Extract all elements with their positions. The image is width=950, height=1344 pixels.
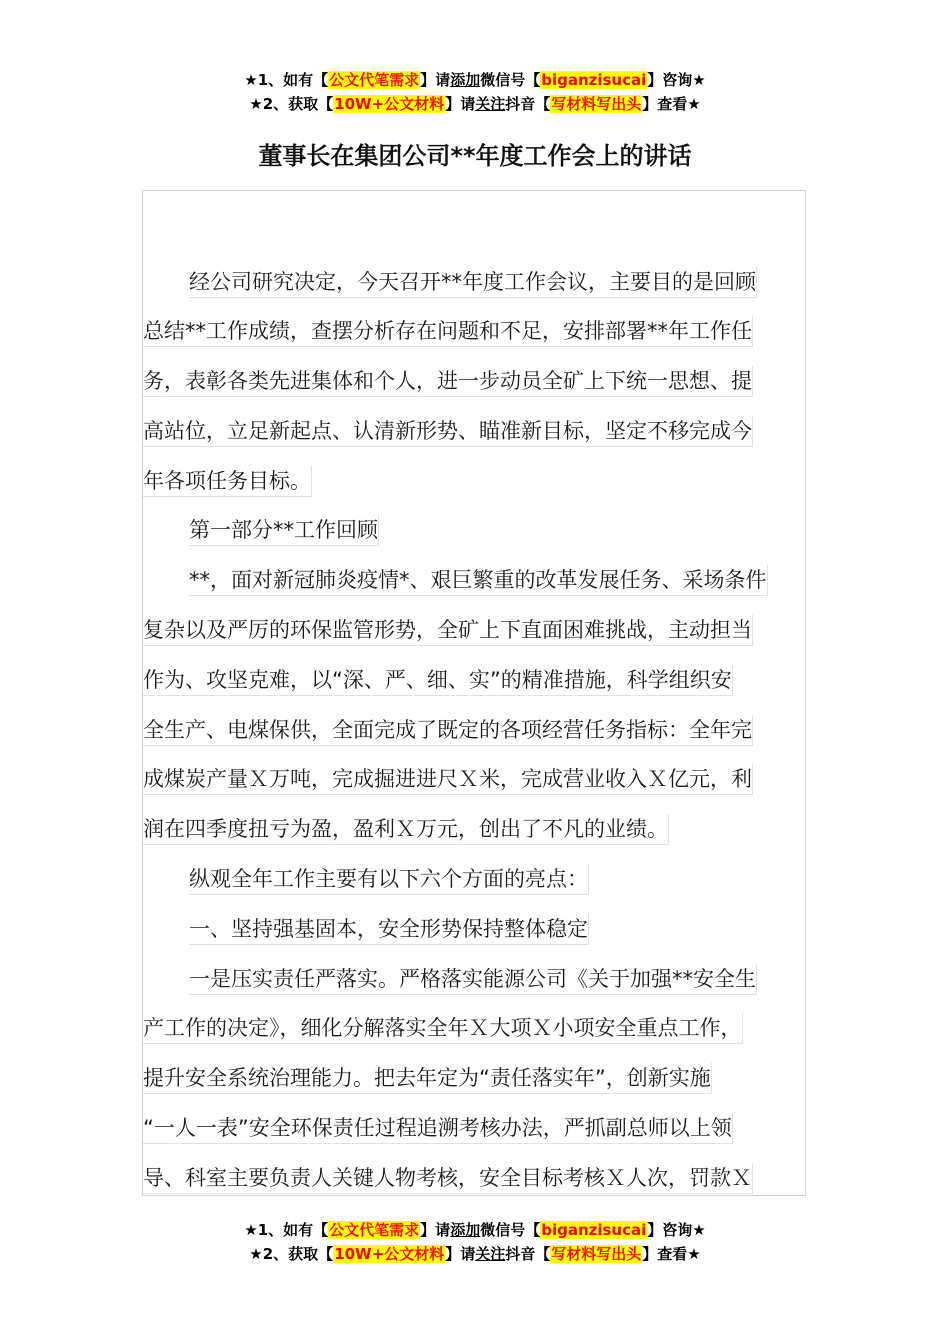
body-line (143, 1004, 806, 1054)
promo-header (0, 68, 950, 116)
line-text: 提升安全系统治理能力。把去年定为“责任落实年”，创新实施 (143, 1063, 712, 1094)
line-text: 全生产、电煤保供，全面完成了既定的各项经营任务指标：全年完 (143, 715, 753, 746)
promo-text: 抖音【 (505, 95, 551, 113)
line-text: 经公司研究决定，今天召开**年度工作会议，主要目的是回顾 (189, 267, 757, 298)
promo-text: 】咨询★ (647, 1221, 706, 1239)
promo-text: 】请 (420, 71, 451, 89)
body-line (143, 1054, 806, 1104)
line-text: 纵观全年工作主要有以下六个方面的亮点： (189, 864, 589, 895)
promo-footer (0, 1218, 950, 1266)
document-body (143, 257, 806, 1196)
promo-highlight: biganzisucai (541, 71, 647, 89)
body-line (143, 357, 806, 407)
line-text: 润在四季度扭亏为盈，盈利Ｘ万元，创出了不凡的业绩。 (143, 814, 669, 845)
promo-highlight: 公文代笔需求 (329, 1221, 420, 1239)
line-text: 年各项任务目标。 (143, 466, 312, 497)
body-line (143, 307, 806, 357)
promo-text: ★2、获取【 (249, 1245, 334, 1263)
promo-highlight: 公文代笔需求 (329, 71, 420, 89)
section-heading (143, 506, 806, 556)
body-line (143, 1153, 806, 1196)
line-text: 作为、攻坚克难，以“深、严、细、实”的精准措施，科学组织安 (143, 665, 733, 696)
body-line (143, 1104, 806, 1154)
line-text: “一人一表”安全环保责任过程追溯考核办法，严抓副总师以上领 (143, 1113, 733, 1144)
line-text: 第一部分**工作回顾 (189, 515, 379, 546)
promo-line-2 (0, 92, 950, 116)
document-body-frame (142, 190, 806, 1196)
body-line (143, 556, 806, 606)
promo-text: ★2、获取【 (249, 95, 334, 113)
line-text: 产工作的决定》，细化分解落实全年Ｘ大项Ｘ小项安全重点工作， (143, 1013, 743, 1044)
promo-text: 】查看★ (642, 1245, 701, 1263)
promo-underline: 添加 (450, 71, 481, 89)
promo-text: 】请 (420, 1221, 451, 1239)
promo-line-2 (0, 1242, 950, 1266)
promo-text: 】查看★ (642, 95, 701, 113)
line-text: 一是压实责任严落实。严格落实能源公司《关于加强**安全生 (189, 964, 757, 995)
line-text: 复杂以及严厉的环保监管形势，全矿上下直面困难挑战，主动担当 (143, 615, 753, 646)
promo-text: 微信号【 (480, 1221, 541, 1239)
promo-underline: 关注 (475, 1245, 506, 1263)
line-text: **，面对新冠肺炎疫情*、艰巨繁重的改革发展任务、采场条件 (189, 565, 768, 596)
body-line (143, 705, 806, 755)
promo-highlight: 10W+公文材料 (334, 95, 445, 113)
promo-text: ★1、如有【 (244, 1221, 329, 1239)
promo-underline: 添加 (450, 1221, 481, 1239)
line-text: 成煤炭产量Ｘ万吨，完成掘进进尺Ｘ米，完成营业收入Ｘ亿元，利 (143, 764, 753, 795)
body-line (143, 606, 806, 656)
body-line (143, 456, 806, 506)
body-line (143, 755, 806, 805)
promo-highlight: 写材料写出头 (551, 95, 642, 113)
line-text: 一、坚持强基固本，安全形势保持整体稳定 (189, 914, 589, 945)
promo-text: 抖音【 (505, 1245, 551, 1263)
body-line (143, 257, 806, 307)
promo-text: ★1、如有【 (244, 71, 329, 89)
promo-text: 微信号【 (480, 71, 541, 89)
promo-highlight: 写材料写出头 (551, 1245, 642, 1263)
promo-underline: 关注 (475, 95, 506, 113)
promo-line-1 (0, 68, 950, 92)
promo-highlight: biganzisucai (541, 1221, 647, 1239)
section-heading (143, 904, 806, 954)
body-line (143, 855, 806, 905)
promo-text: 】咨询★ (647, 71, 706, 89)
line-text: 导、科室主要负责人关键人物考核，安全目标考核Ｘ人次，罚款Ｘ (143, 1163, 753, 1194)
line-text: 总结**工作成绩，查摆分析存在问题和不足，安排部署**年工作任 (143, 316, 753, 347)
promo-line-1 (0, 1218, 950, 1242)
line-text: 务，表彰各类先进集体和个人，进一步动员全矿上下统一思想、提 (143, 366, 753, 397)
document-title: 董事长在集团公司**年度工作会上的讲话 (258, 142, 692, 170)
body-line (143, 805, 806, 855)
line-text: 高站位，立足新起点、认清新形势、瞄准新目标，坚定不移完成今 (143, 416, 753, 447)
promo-highlight: 10W+公文材料 (334, 1245, 445, 1263)
body-line (143, 954, 806, 1004)
promo-text: 】请 (445, 1245, 476, 1263)
promo-text: 】请 (445, 95, 476, 113)
body-line (143, 406, 806, 456)
body-line (143, 655, 806, 705)
